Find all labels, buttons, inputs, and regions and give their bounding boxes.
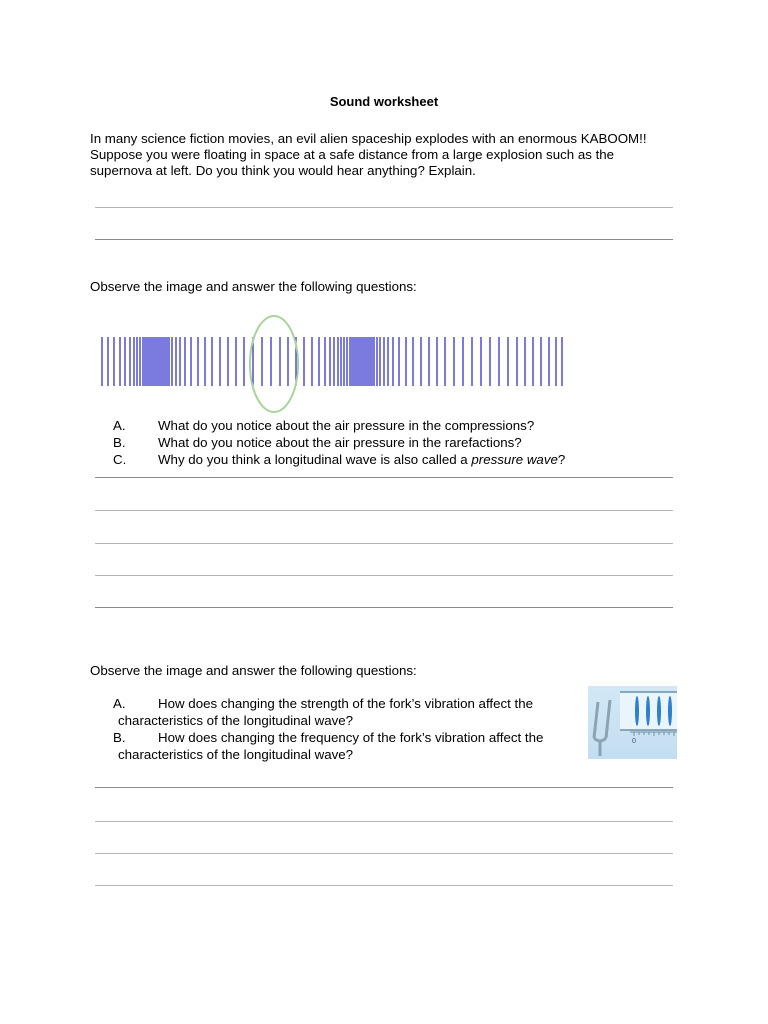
answer-line: [95, 853, 673, 854]
question-text-continued: characteristics of the longitudinal wave?: [118, 747, 354, 762]
answer-line: [95, 543, 673, 544]
answer-line: [95, 510, 673, 511]
question-text-continued: characteristics of the longitudinal wave?: [118, 713, 354, 728]
intro-paragraph: [90, 131, 680, 179]
intro-line: In many science fiction movies, an evil alien spaceship explodes with an enormous KABOOM!!: [90, 131, 647, 146]
question-letter: A.: [113, 418, 126, 433]
question-letter: A.: [113, 696, 126, 711]
scale-zero-label: 0: [632, 738, 636, 745]
section1-questions: [113, 417, 583, 468]
section2-questions: [113, 695, 583, 763]
question-a: [113, 695, 583, 712]
question-text-part: ?: [557, 452, 566, 467]
question-b: [113, 434, 583, 451]
answer-line: [95, 821, 673, 822]
longitudinal-wave-diagram: [90, 310, 580, 416]
tuning-fork-illustration: [588, 686, 677, 759]
section2-prompt: Observe the image and answer the following questions:: [90, 663, 417, 678]
question-text-italic: pressure wave: [471, 452, 558, 467]
wave-lines: [102, 337, 562, 386]
answer-line: [95, 885, 673, 886]
question-letter: C.: [113, 452, 127, 467]
rarefaction-highlight-circle: [250, 316, 298, 412]
scale-ticks: [634, 732, 674, 736]
answer-line: [95, 787, 673, 788]
answer-line: [95, 239, 673, 240]
question-text: [158, 451, 565, 468]
question-c: [113, 451, 583, 468]
question-letter: B.: [113, 435, 126, 450]
question-text: How does changing the frequency of the fork’s vibration affect the: [158, 730, 544, 745]
intro-line: supernova at left. Do you think you would hear anything? Explain.: [90, 163, 476, 178]
question-text: What do you notice about the air pressure in the compressions?: [158, 418, 535, 433]
worksheet-title: Sound worksheet: [329, 94, 439, 109]
question-text: How does changing the strength of the fork’s vibration affect the: [158, 696, 534, 711]
fork-base: [594, 738, 606, 741]
fork-tines: [594, 700, 610, 738]
intro-line: Suppose you were floating in space at a safe distance from a large explosion such as the: [90, 147, 615, 162]
question-text: What do you notice about the air pressure in the rarefactions?: [158, 435, 522, 450]
question-b: [113, 729, 583, 746]
answer-line: [95, 207, 673, 208]
question-a: [113, 417, 583, 434]
question-letter: B.: [113, 730, 126, 745]
question-text-part: Why do you think a longitudinal wave is also called a: [158, 452, 472, 467]
answer-line: [95, 477, 673, 478]
answer-line: [95, 607, 673, 608]
tuning-fork-image: [588, 686, 677, 759]
answer-line: [95, 575, 673, 576]
section1-prompt: Observe the image and answer the following questions:: [90, 279, 417, 294]
